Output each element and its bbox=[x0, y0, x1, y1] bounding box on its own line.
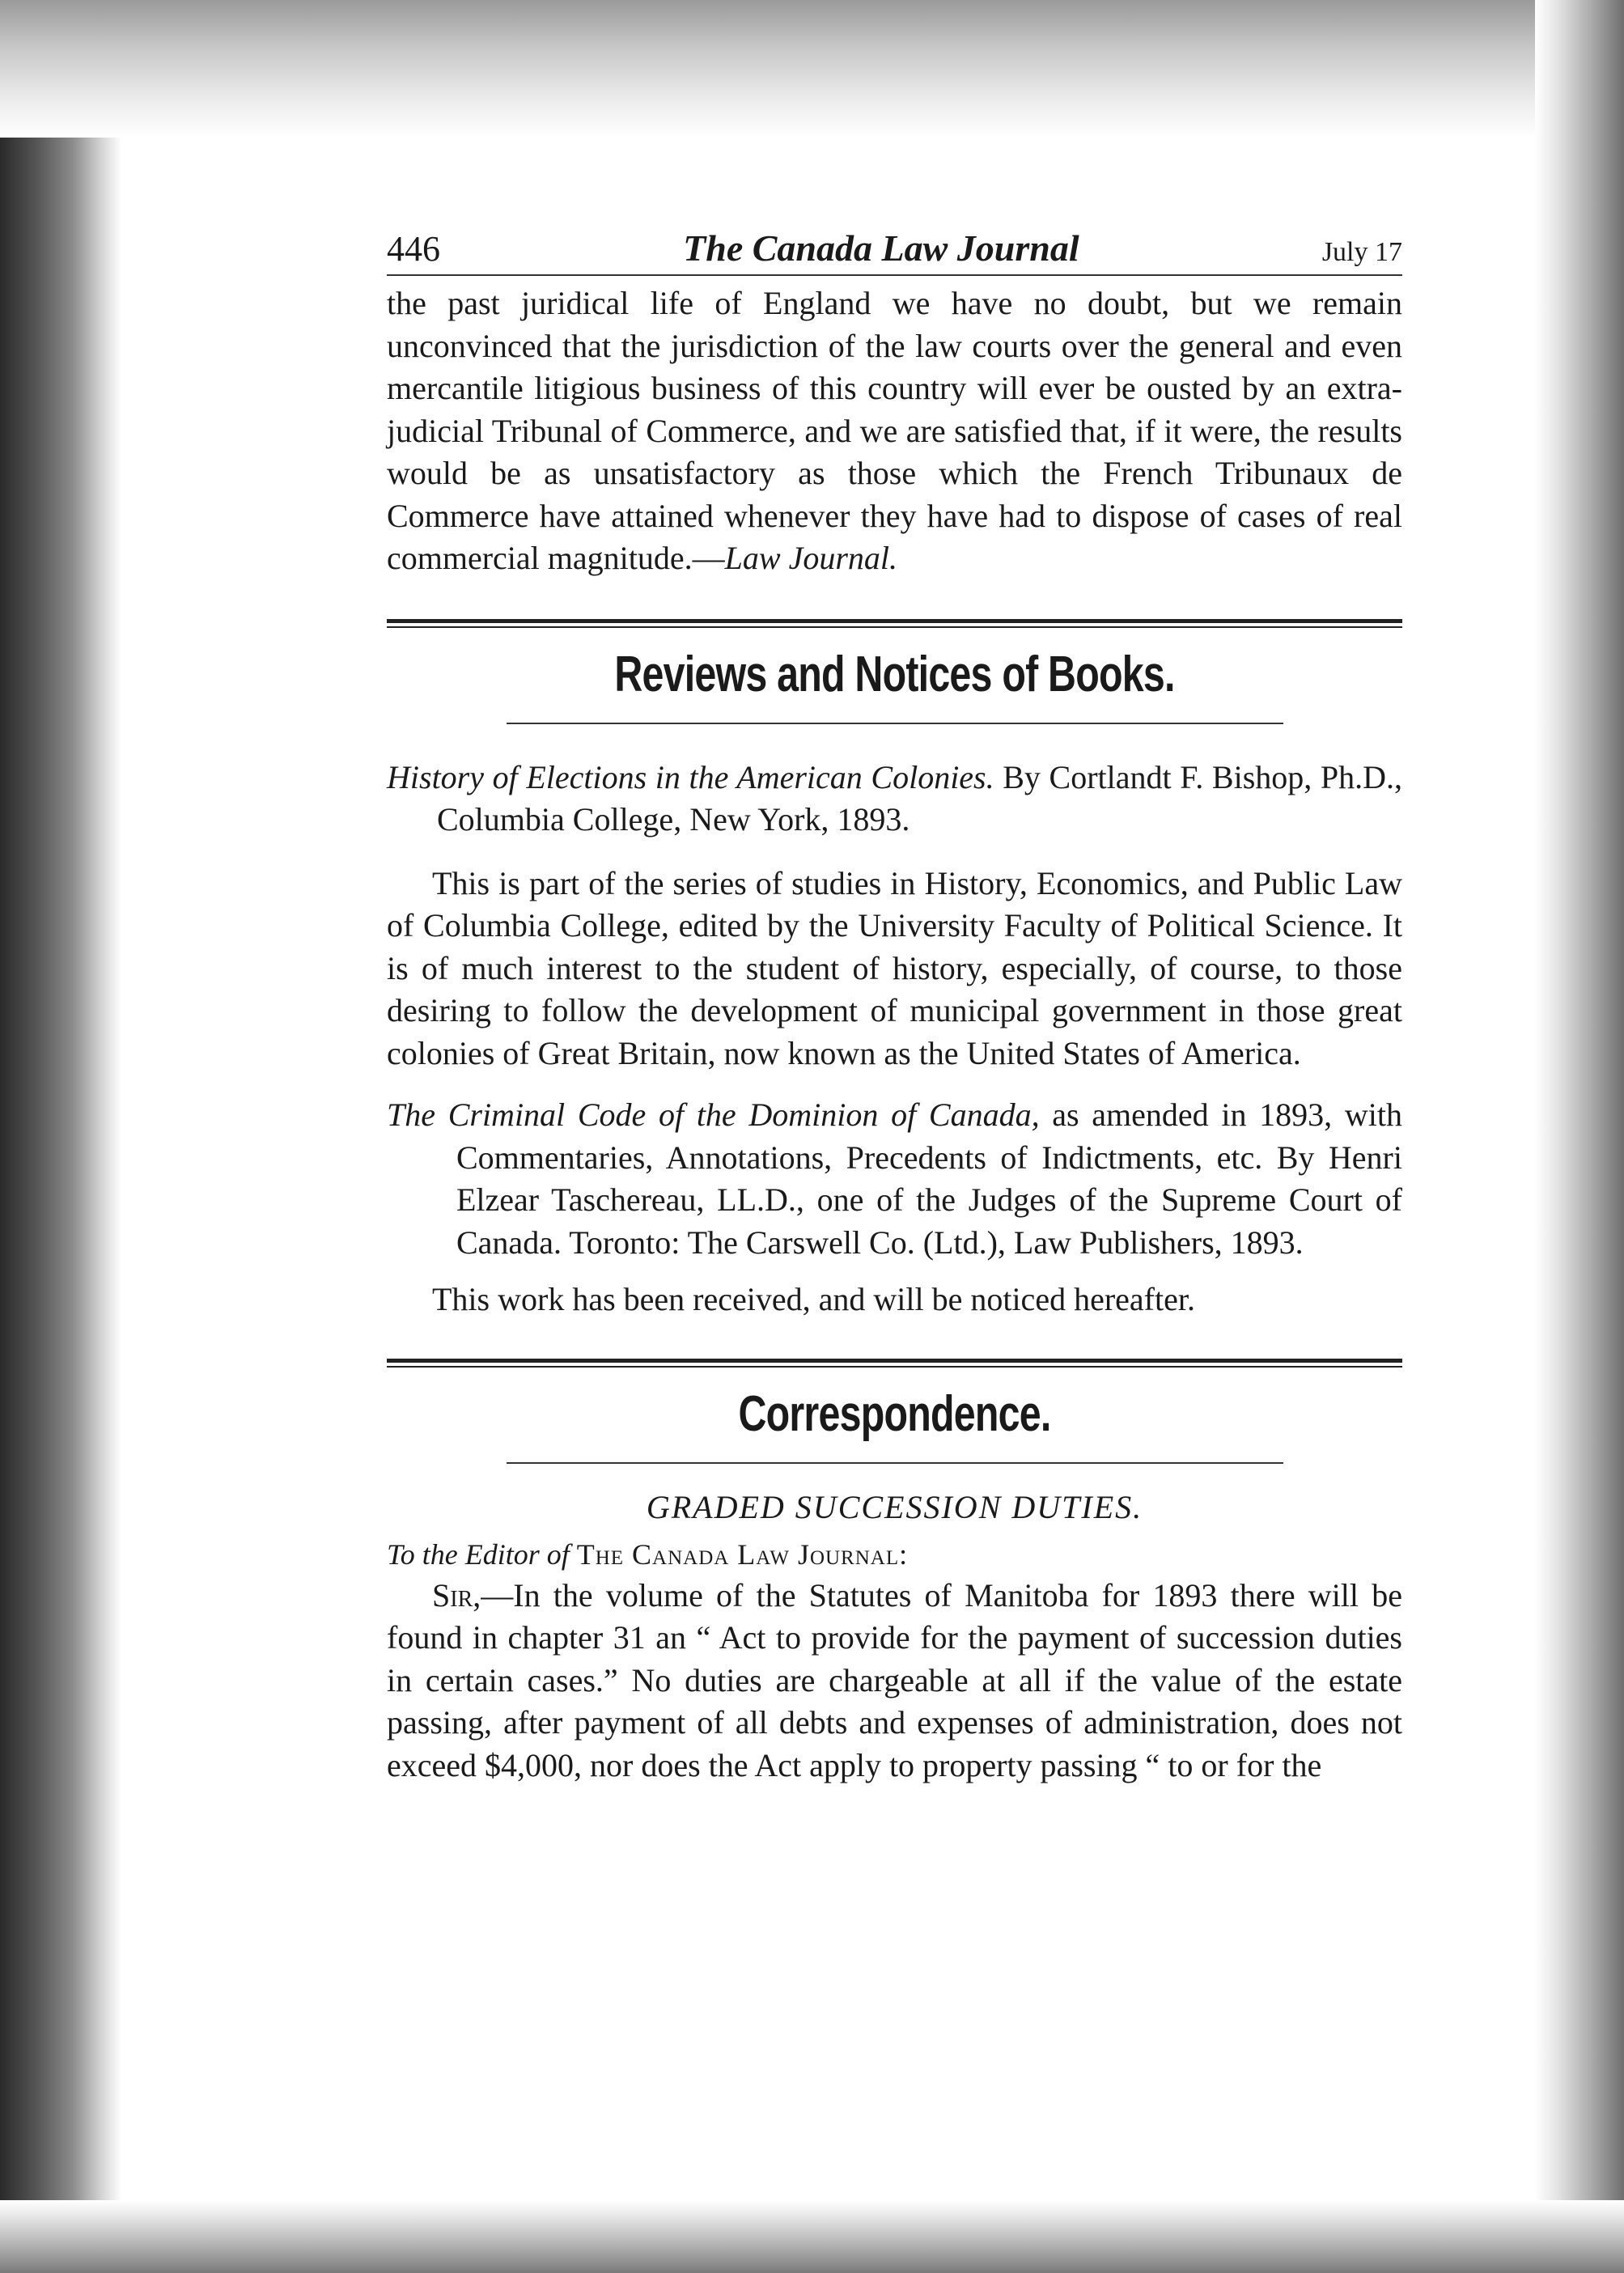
scan-binding-shadow bbox=[0, 0, 121, 2273]
letter-text: —In the volume of the Statutes of Manitoba for 1893 there will be found in chapter 31 an “ Act to provide for the payment of succession duties in certain cases.” No duties are chargeable at all if the value of the estate passing, after payment of all debts and expenses of administration, does not exceed $4,000, nor does the Act apply to property passing “ to or for the bbox=[387, 1576, 1402, 1783]
journal-title: The Canada Law Journal bbox=[683, 227, 1079, 269]
review-entry-2-header bbox=[387, 1094, 1402, 1264]
correspondence-subheading: GRADED SUCCESSION DUTIES. bbox=[646, 1488, 1143, 1525]
review-2-title: The Criminal Code of the Dominion of Canada, bbox=[387, 1096, 1040, 1133]
review-1-title: History of Elections in the American Colonies. bbox=[387, 758, 994, 795]
review-entry-1-header bbox=[387, 757, 1402, 842]
intro-source: Law Journal. bbox=[724, 540, 897, 576]
address-journal: The Canada Law Journal: bbox=[576, 1537, 909, 1571]
intro-paragraph bbox=[387, 282, 1402, 580]
review-1-citation: By Cortlandt F. Bishop, Ph.D., Columbia College, New York, 1893. bbox=[437, 758, 1403, 838]
correspondence-heading-rule bbox=[507, 1462, 1283, 1464]
intro-text: the past juridical life of England we have no doubt, but we remain unconvinced that the jurisdiction of the law courts over the general and even mercantile litigious business of this country will ever be ousted by an extra-judicial Tribunal of Commerce, and we are satisfied that, if it were, the results would be as unsatisfactory as those which the French Tribunaux de Commerce have attained whenever they have had to dispose of cases of real commercial magnitude.— bbox=[387, 285, 1402, 576]
scan-bottom-edge bbox=[0, 2200, 1624, 2273]
scan-right-edge bbox=[1535, 0, 1624, 2273]
review-entry-2-body: This work has been received, and will be noticed hereafter. bbox=[432, 1281, 1195, 1317]
letter-body bbox=[387, 1575, 1402, 1787]
address-prefix: To the Editor of bbox=[387, 1537, 577, 1571]
section-rule-middle bbox=[387, 1359, 1402, 1368]
correspondence-heading: Correspondence. bbox=[738, 1385, 1051, 1442]
reviews-heading-rule bbox=[507, 723, 1283, 724]
review-entry-1-body: This is part of the series of studies in History, Economics, and Public Law of Columbia College, edited by the University Faculty of Political Science. It is of much interest to the student of history, especially, of course, to those desiring to follow the development of municipal government in those great colonies of Great Britain, now known as the United States of America. bbox=[387, 864, 1402, 1071]
journal-page bbox=[387, 227, 1402, 1787]
letter-salutation: Sir, bbox=[432, 1576, 481, 1614]
running-head bbox=[387, 227, 1402, 276]
issue-date: July 17 bbox=[1321, 237, 1402, 267]
review-2-citation: as amended in 1893, with Commentaries, Annotations, Precedents of Indictments, etc. By Henri Elzear Taschereau, LL.D., one of the Judges of the Supreme Court of Canada. Toronto: The Carswell Co. (Ltd.), Law Publishers, 1893. bbox=[456, 1096, 1402, 1261]
scan-top-edge bbox=[0, 0, 1624, 138]
section-rule-top bbox=[387, 619, 1402, 628]
page-number: 446 bbox=[387, 229, 440, 269]
letter-address bbox=[387, 1537, 1402, 1571]
reviews-heading: Reviews and Notices of Books. bbox=[614, 646, 1175, 702]
